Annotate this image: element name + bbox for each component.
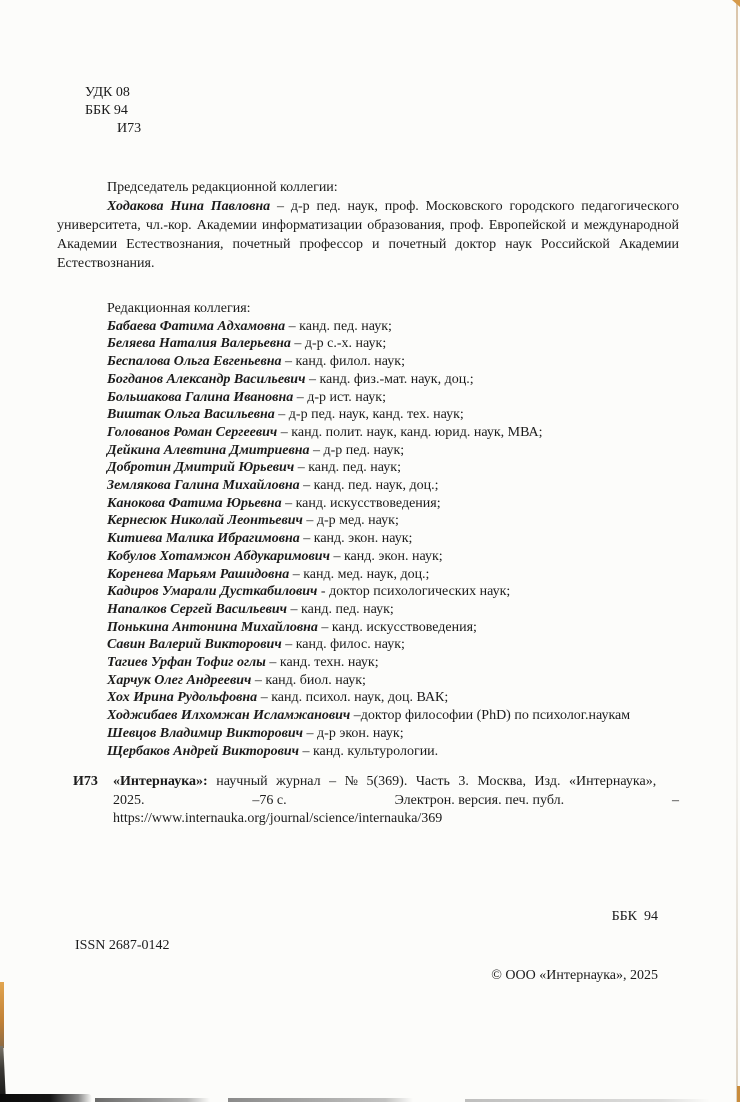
member-degree: –доктор философии (PhD) по психолог.наукам bbox=[350, 708, 631, 724]
member-name: Беспалова Ольга Евгеньевна bbox=[107, 354, 282, 370]
scan-strip-bottom-left-orange bbox=[0, 982, 4, 1048]
imprint-line1-rest: научный журнал – № 5(369). Часть 3. Москва, Изд. «Интернаука», bbox=[207, 774, 657, 789]
member-degree: – канд. филос. наук; bbox=[281, 637, 405, 653]
member-name: Виштак Ольга Васильевна bbox=[107, 407, 275, 423]
board-member-row bbox=[57, 566, 679, 584]
member-degree: – канд. пед. наук, доц.; bbox=[299, 478, 439, 494]
board-member-row bbox=[57, 725, 679, 743]
board-member-row bbox=[57, 636, 679, 654]
member-name: Напалков Сергей Васильевич bbox=[107, 601, 288, 617]
footer-bbk-code: ББК 94 bbox=[611, 909, 658, 924]
board-member-row bbox=[57, 619, 679, 637]
member-degree: – канд. пед. наук; bbox=[287, 601, 394, 617]
imprint-line2-part: Электрон. версия. печ. публ. bbox=[394, 792, 565, 808]
chairman-paragraph bbox=[57, 197, 679, 273]
member-degree: – д-р мед. наук; bbox=[302, 513, 399, 529]
board-member-row bbox=[57, 389, 679, 407]
member-degree: – канд. полит. наук, канд. юрид. наук, МВА; bbox=[277, 424, 543, 440]
member-degree: – канд. пед. наук; bbox=[285, 318, 392, 334]
member-degree: – канд. пед. наук; bbox=[294, 460, 401, 476]
member-name: Кобулов Хотамжон Абдукаримович bbox=[107, 548, 330, 564]
member-degree: – д-р с.-х. наук; bbox=[290, 336, 387, 352]
board-member-row bbox=[57, 459, 679, 477]
member-degree: – канд. мед. наук, доц.; bbox=[289, 566, 430, 582]
imprint-url: https://www.internauka.org/journal/science/internauka/369 bbox=[113, 811, 443, 826]
member-name: Голованов Роман Сергеевич bbox=[107, 424, 278, 440]
imprint-line2-part: – bbox=[672, 792, 679, 808]
member-degree: - доктор психологических наук; bbox=[317, 584, 511, 600]
member-degree: – канд. экон. наук; bbox=[299, 531, 413, 547]
board-member-row bbox=[57, 654, 679, 672]
member-name: Понькина Антонина Михайловна bbox=[107, 619, 318, 635]
member-name: Щербаков Андрей Викторович bbox=[107, 743, 299, 759]
member-name: Богданов Александр Васильевич bbox=[107, 371, 306, 387]
bbk-code: ББК 94 bbox=[85, 103, 128, 118]
board-list bbox=[57, 318, 679, 761]
board-member-row bbox=[57, 477, 679, 495]
member-degree: – канд. экон. наук; bbox=[329, 548, 443, 564]
imprint-text bbox=[113, 773, 679, 829]
member-name: Беляева Наталия Валерьевна bbox=[107, 336, 291, 352]
scan-edge-bottom-black bbox=[0, 1094, 92, 1102]
imprint-line2 bbox=[113, 792, 679, 811]
member-name: Ходжибаев Илхомжан Исламжанович bbox=[107, 708, 351, 724]
chairman-description: – д-р пед. наук, проф. Московского городского педагогического университета, чл.-кор. Академии информатизации образования, проф. Европейской и международной Академии Естествознания, почетный профессор и почетный доктор наук Российской Академии Естествознания. bbox=[57, 199, 679, 271]
editorial-board-section bbox=[57, 300, 679, 760]
chairman-heading: Председатель редакционной коллегии: bbox=[107, 180, 338, 195]
chairman-name: Ходакова Нина Павловна bbox=[107, 199, 271, 214]
member-degree: – д-р ист. наук; bbox=[293, 389, 386, 405]
scan-strip-bottom-left-dark bbox=[0, 1046, 6, 1102]
member-name: Большакова Галина Ивановна bbox=[107, 389, 294, 405]
member-name: Кернесюк Николай Леонтьевич bbox=[107, 513, 303, 529]
board-member-row bbox=[57, 530, 679, 548]
board-member-row bbox=[57, 495, 679, 513]
scan-edge-bottom-gray-2 bbox=[228, 1098, 413, 1102]
member-name: Тагиев Урфан Тофиг оглы bbox=[107, 655, 266, 671]
member-degree: – канд. техн. наук; bbox=[265, 655, 379, 671]
board-member-row bbox=[57, 406, 679, 424]
board-member-row bbox=[57, 512, 679, 530]
board-member-row bbox=[57, 672, 679, 690]
imprint-line1 bbox=[113, 773, 679, 792]
member-degree: – канд. культурологии. bbox=[298, 743, 439, 759]
member-name: Добротин Дмитрий Юрьевич bbox=[107, 460, 295, 476]
board-member-row bbox=[57, 335, 679, 353]
imprint-section bbox=[73, 773, 679, 829]
imprint-line2-part: 2025. bbox=[113, 792, 145, 808]
member-name: Хох Ирина Рудольфовна bbox=[107, 690, 258, 706]
member-degree: – канд. филол. наук; bbox=[281, 354, 405, 370]
board-member-row bbox=[57, 707, 679, 725]
imprint-code: И73 bbox=[73, 774, 98, 789]
member-name: Канокова Фатима Юрьевна bbox=[107, 495, 282, 511]
member-degree: – д-р пед. наук, канд. тех. наук; bbox=[274, 407, 464, 423]
issn: ISSN 2687-0142 bbox=[75, 938, 170, 953]
board-member-row bbox=[57, 583, 679, 601]
member-name: Дейкина Алевтина Дмитриевна bbox=[107, 442, 310, 458]
board-member-row bbox=[57, 601, 679, 619]
copyright: © ООО «Интернаука», 2025 bbox=[491, 968, 658, 983]
chairman-section bbox=[57, 178, 679, 273]
catalog-code: И73 bbox=[117, 121, 142, 136]
board-member-row bbox=[57, 689, 679, 707]
imprint-line2-part: –76 с. bbox=[252, 792, 287, 808]
member-degree: – д-р пед. наук; bbox=[309, 442, 405, 458]
board-member-row bbox=[57, 424, 679, 442]
board-member-row bbox=[57, 743, 679, 761]
member-name: Кадиров Умарали Дусткабилович bbox=[107, 584, 318, 600]
scan-corner-top-right bbox=[732, 0, 740, 7]
member-name: Савин Валерий Викторович bbox=[107, 637, 282, 653]
member-degree: – канд. искусствоведения; bbox=[317, 619, 477, 635]
member-degree: – канд. физ.-мат. наук, доц.; bbox=[305, 371, 474, 387]
member-name: Землякова Галина Михайловна bbox=[107, 478, 300, 494]
udk-code: УДК 08 bbox=[85, 85, 130, 100]
member-degree: – канд. психол. наук, доц. ВАК; bbox=[257, 690, 449, 706]
board-heading: Редакционная коллегия: bbox=[107, 301, 251, 316]
classification-codes bbox=[85, 84, 141, 138]
board-member-row bbox=[57, 371, 679, 389]
board-member-row bbox=[57, 548, 679, 566]
member-name: Китиева Малика Ибрагимовна bbox=[107, 531, 300, 547]
board-member-row bbox=[57, 318, 679, 336]
scan-edge-bottom-gray-1 bbox=[95, 1098, 210, 1102]
member-name: Бабаева Фатима Адхамовна bbox=[107, 318, 286, 334]
board-member-row bbox=[57, 353, 679, 371]
member-name: Шевцов Владимир Викторович bbox=[107, 725, 304, 741]
scan-edge-right bbox=[736, 0, 738, 1102]
member-name: Харчук Олег Андреевич bbox=[107, 672, 252, 688]
imprint-title: «Интернаука»: bbox=[113, 774, 208, 789]
member-degree: – канд. биол. наук; bbox=[251, 672, 366, 688]
member-name: Коренева Марьям Рашидовна bbox=[107, 566, 290, 582]
member-degree: – д-р экон. наук; bbox=[303, 725, 404, 741]
member-degree: – канд. искусствоведения; bbox=[281, 495, 441, 511]
board-member-row bbox=[57, 442, 679, 460]
